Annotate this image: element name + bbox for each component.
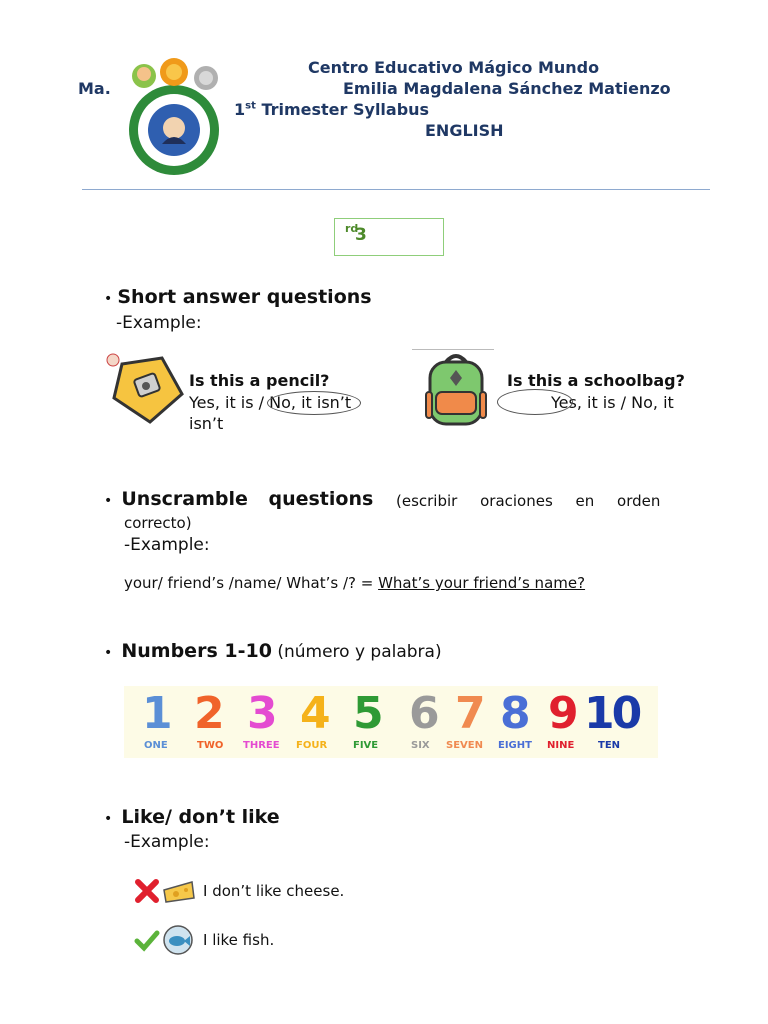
number-word-1: ONE <box>144 740 168 751</box>
section-note: (número y palabra) <box>271 642 442 662</box>
section-title: Numbers 1-10 <box>121 640 272 662</box>
image-top-border <box>412 349 494 350</box>
answer-circle <box>497 389 573 415</box>
section-short-answer <box>104 286 372 308</box>
numbers-strip <box>124 686 658 758</box>
pencil-sharpener-icon <box>110 354 186 426</box>
number-2: 2 <box>194 688 225 739</box>
check-icon <box>134 928 160 952</box>
dislike-sentence: I don’t like cheese. <box>203 882 345 900</box>
school-prefix: Ma. <box>78 79 111 98</box>
school-logo <box>124 56 224 178</box>
number-word-5: FIVE <box>353 740 379 751</box>
cross-icon <box>134 878 160 904</box>
answer-pencil-wrap: isn’t <box>189 414 224 433</box>
number-word-7: SEVEN <box>446 740 483 751</box>
number-8: 8 <box>500 688 531 739</box>
number-word-6: SIX <box>411 740 430 751</box>
scrambled-sentence: your/ friend’s /name/ What’s /? = What’s your friend’s name? <box>124 574 586 592</box>
section-like <box>104 806 280 828</box>
number-word-3: THREE <box>243 740 280 751</box>
schoolbag-icon <box>424 352 488 428</box>
number-10: 10 <box>584 688 640 739</box>
answer-circle <box>267 391 361 415</box>
like-sentence: I like fish. <box>203 931 275 949</box>
header-divider <box>82 189 710 190</box>
number-3: 3 <box>247 688 278 739</box>
school-name: Centro Educativo Mágico Mundo <box>308 58 600 77</box>
cheese-icon <box>162 878 196 904</box>
section-title: Short answer questions <box>117 286 372 308</box>
number-word-9: NINE <box>547 740 575 751</box>
syllabus-title: 1st Trimester Syllabus <box>234 100 430 119</box>
number-9: 9 <box>548 688 579 739</box>
number-5: 5 <box>353 688 384 739</box>
subject-title: ENGLISH <box>425 121 504 140</box>
section-note: (escribir oraciones en orden correcto) <box>124 492 661 532</box>
number-4: 4 <box>300 688 331 739</box>
example-label: -Example: <box>116 313 202 333</box>
number-word-4: FOUR <box>296 740 328 751</box>
bullet: • <box>104 645 113 661</box>
number-7: 7 <box>455 688 486 739</box>
grade-badge: 3 $^{rd}$ <box>334 218 444 256</box>
bullet: • <box>104 291 113 307</box>
number-1: 1 <box>142 688 173 739</box>
question-pencil: Is this a pencil? <box>189 371 330 390</box>
section-title: Unscramble questions <box>121 488 374 510</box>
answer-pencil: Yes, it is / No, it isn’t <box>189 393 352 412</box>
bullet: • <box>104 493 113 509</box>
number-6: 6 <box>409 688 440 739</box>
fish-icon <box>162 924 194 956</box>
answer-schoolbag: Yes, it is / No, it <box>551 393 674 412</box>
school-name-line2: Emilia Magdalena Sánchez Matienzo <box>343 79 671 98</box>
example-label: -Example: <box>124 832 210 852</box>
example-label: -Example: <box>124 535 210 555</box>
number-word-10: TEN <box>598 740 621 751</box>
question-schoolbag: Is this a schoolbag? <box>507 371 685 390</box>
number-word-2: TWO <box>197 740 224 751</box>
answer-underlined: What’s your friend’s name? <box>378 574 586 592</box>
section-title: Like/ don’t like <box>121 806 280 828</box>
bullet: • <box>104 811 113 827</box>
section-numbers <box>104 640 442 662</box>
number-word-8: EIGHT <box>498 740 532 751</box>
